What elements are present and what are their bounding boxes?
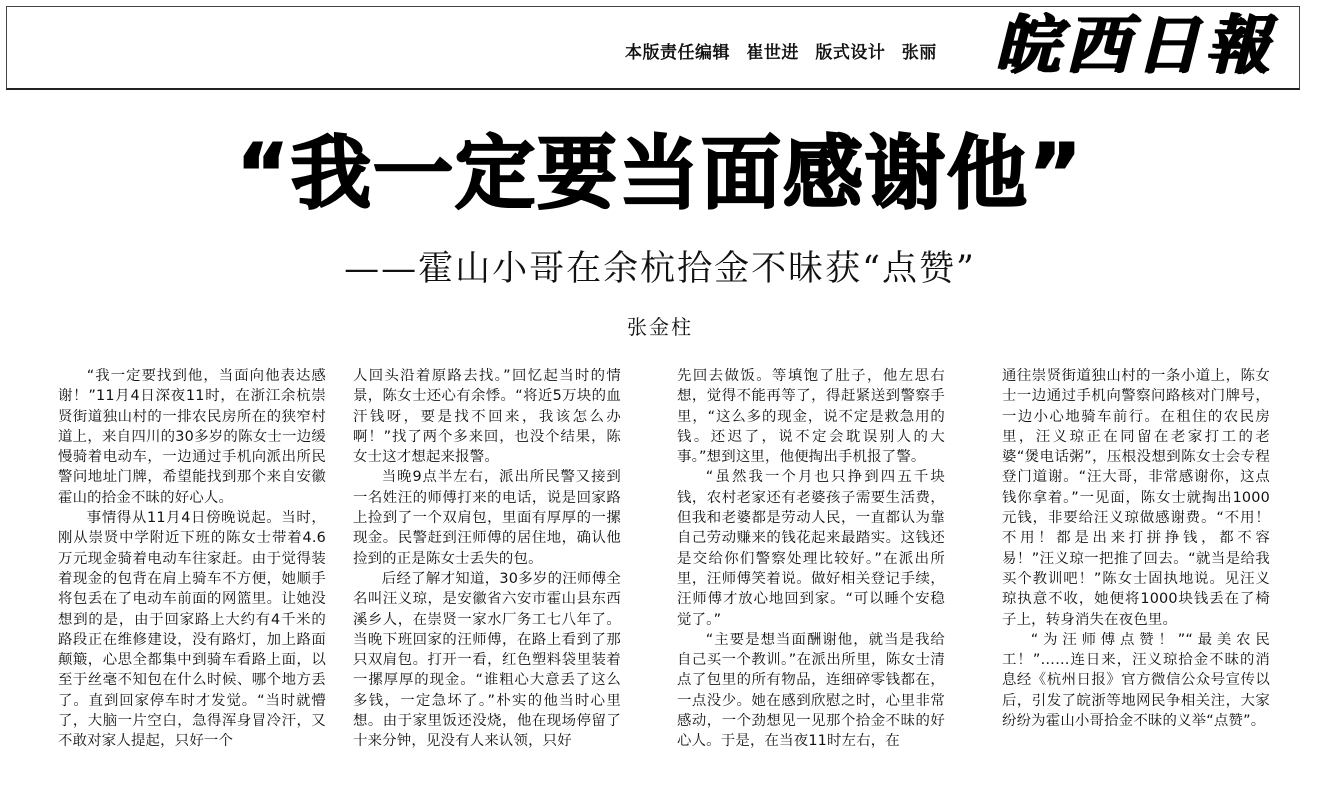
paragraph: 事情得从11月4日傍晚说起。当时，刚从崇贤中学附近下班的陈女士带着4.6万元现金骑着电动车往家赶。由于觉得装着现金的包背在肩上骑车不方便，她顺手将包丢在了电动车前面的网篮里。让她没想到的是，由于回家路上大约有4千米的路段正在维修建设，没有路灯，加上路面颠簸，心思全都集中到骑车看路上面，以至于丝毫不知包在什么时候、哪个地方丢了。直到回家停车时才发觉。“当时就懵了，大脑一片空白，急得浑身冒冷汗，又不敢对家人提起，只好一个 — [58, 510, 326, 750]
article-headline: “我一定要当面感谢他” — [236, 127, 1084, 220]
paragraph: “为汪师傅点赞！”“最美农民工！”……连日来，汪义琼拾金不昧的消息经《杭州日报》官方微信公众号宣传以后，引发了皖浙等地网民争相关注，大家纷纷为霍山小哥拾金不昧的义举“点赞”。 — [1002, 631, 1270, 730]
editor-label: 本版责任编辑 — [625, 43, 730, 63]
article-column-1 — [58, 366, 326, 798]
design-name: 张丽 — [901, 43, 937, 63]
paragraph: 先回去做饭。等填饱了肚子，他左思右想，觉得不能再等了，得赶紧送到警察手里，“这么多的现金，说不定是救急用的钱。还迟了，说不定会耽误别人的大事。”想到这里，他便掏出手机报了警。 — [677, 368, 945, 466]
paragraph: 当晚9点半左右，派出所民警又接到一名姓汪的师傅打来的电话，说是回家路上捡到了一个双肩包，里面有厚厚的一摞现金。民警赶到汪师傅的居住地，确认他捡到的正是陈女士丢失的包。 — [353, 469, 621, 567]
paragraph: 通往崇贤街道独山村的一条小道上，陈女士一边通过手机向警察问路核对门牌号，一边小心地骑车前行。在租住的农民房里，汪义琼正在同留在老家打工的老婆“煲电话粥”，压根没想到陈女士会专程登门道谢。“汪大哥，非常感谢你，这点钱你拿着。”一见面，陈女士就掏出1000元钱，非要给汪义琼做感谢费。“不用！不用！都是出来打拼挣钱，都不容易！”汪义琼一把推了回去。“就当是给我买个教训吧！”陈女士固执地说。见汪义琼执意不收，她便将1000块钱丢在了椅子上，转身消失在夜色里。 — [1002, 368, 1270, 628]
paragraph: “主要是想当面酬谢他，就当是我给自己买一个教训。”在派出所里，陈女士清点了包里的所有物品，连细碎零钱都在，一点没少。她在感到欣慰之时，心里非常感动，一个劲想见一见那个拾金不昧的好心人。于是，在当夜11时左右，在 — [677, 631, 945, 750]
article-column-3 — [677, 366, 945, 798]
paragraph: “我一定要找到他，当面向他表达感谢！”11月4日深夜11时，在浙江余杭崇贤街道独山村的一排农民房所在的狭窄村道上，来自四川的30多岁的陈女士一边缓慢骑着电动车，一边通过手机向派出所民警问地址门牌，希望能找到那个来自安徽霍山的拾金不昧的好心人。 — [58, 368, 326, 506]
article-byline: 张金柱 — [627, 315, 693, 339]
paragraph: 后经了解才知道，30多岁的汪师傅全名叫汪义琼，是安徽省六安市霍山县东西溪乡人，在崇贤一家水厂务工七八年了。当晚下班回家的汪师傅，在路上看到了那只双肩包。打开一看，红色塑料袋里装着一摞厚厚的现金。“谁粗心大意丢了这么多钱，一定急坏了。”朴实的他当时心里想。由于家里饭还没烧，他在现场停留了十来分钟，见没有人来认领，只好 — [353, 570, 621, 750]
article-column-4 — [1002, 366, 1270, 798]
editor-credits — [625, 38, 947, 63]
design-label: 版式设计 — [815, 43, 886, 63]
paragraph: 人回头沿着原路去找。”回忆起当时的情景，陈女士还心有余悸。“将近5万块的血汗钱呀，要是找不回来，我该怎么办啊！”找了两个多来回，也没个结果，陈女士这才想起来报警。 — [353, 368, 621, 466]
editor-name: 崔世进 — [746, 43, 799, 63]
newspaper-masthead-logo: 皖西日報 — [995, 10, 1275, 82]
article-column-2 — [353, 366, 621, 798]
article-subheadline: ——霍山小哥在余杭拾金不昧获“点赞” — [344, 249, 976, 289]
paragraph: “虽然我一个月也只挣到四五千块钱，农村老家还有老婆孩子需要生活费，但我和老婆都是劳动人民，一直都认为靠自己劳动赚来的钱花起来最踏实。这钱还是交给你们警察处理比较好。”在派出所里，汪师傅笑着说。做好相关登记手续，汪师傅才放心地回到家。“可以睡个安稳觉了。” — [677, 469, 945, 628]
